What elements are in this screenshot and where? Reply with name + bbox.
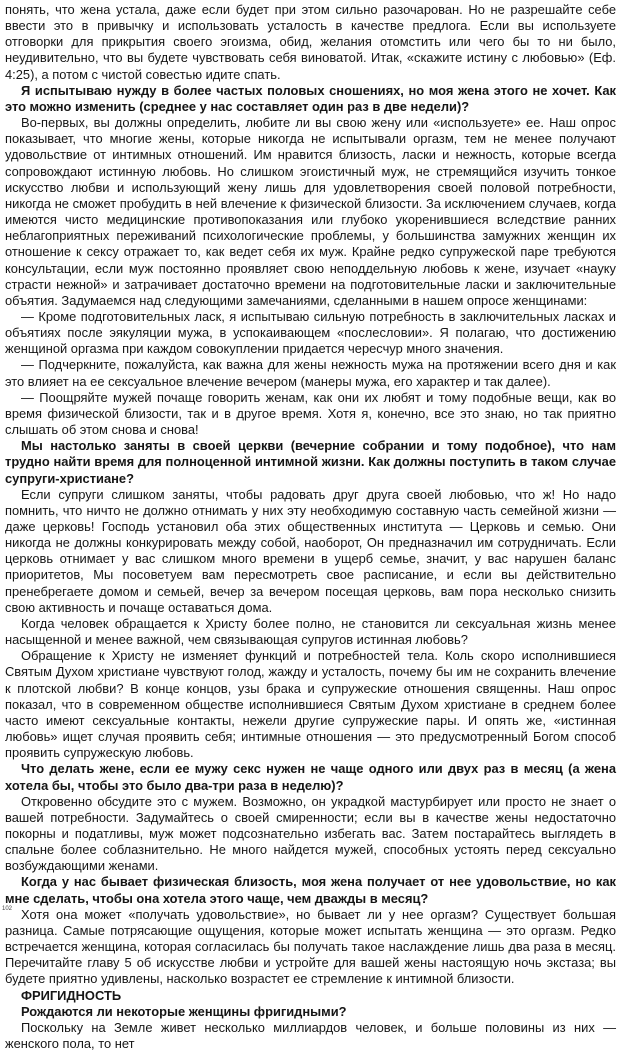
section-heading: ФРИГИДНОСТЬ [21,987,122,1003]
quote-paragraph: — Поощряйте мужей почаще говорить женам, как они их любят и тому подобные вещи, как во время физической близости, так и в другое время. Хотя я, конечно, все это знаю, но так приятно слышать об этом снова и снова! [5,389,616,438]
paragraph: Если супруги слишком заняты, чтобы радовать друг друга своей любовью, что ж! Но надо помнить, что ничто не должно отнимать у них эту необходимую составную часть семейной жизни — даже церковь! Господь установил оба этих общественных института — Церковь и семью. Они никогда не должны конкурировать между собой, наоборот, Он предназначил им сотрудничать. Если церковь отнимает у вас слишком много времени в ущерб семье, значит, у вас нарушен баланс приоритетов, Мы посоветуем вам пересмотреть свое расписание, и если вы действительно пренебрегаете домом и семьей, вечер за вечером посещая церковь, вам пора несколько снизить свою активность и почаще оставаться дома. [5,486,616,615]
paragraph: Во-первых, вы должны определить, любите ли вы свою жену или «используете» ее. Наш опрос показывает, что многие жены, которые никогда не испытывали оргазм, тем не менее получают удовольствие от интимных отношений. Им нравится близость, ласки и нежность, которые всегда сопровождают истинную любовь. Но слишком эгоистичный муж, не стремящийся изучить тонкое искусство любви и использующий жену лишь для удовлетворения своей половой потребности, никогда не сможет пробудить в ней влечение к физической близости. За исключением случаев, когда имеются чисто медицинские противопоказания или глубоко укоренившиеся вследствие ранних неблагоприятных переживаний психологические проблемы, у большинства замужних женщин их отношение к сексу отражает то, как ведет себя их муж. Крайне редко супружеской паре требуются консультации, если муж постоянно проявляет свою неподдельную любовь к жене, изучает «науку страсти нежной» и затрачивает достаточно времени на подготовительные ласки и заключительные объятия. Задумаемся над следующими замечаниями, сделанными в нашем опросе женщинами: [5,115,616,308]
page-number: 102 [2,906,13,912]
paragraph: Обращение к Христу не изменяет функций и потребностей тела. Коль скоро исполнившиеся Святым Духом христиане чувствуют голод, жажду и усталость, почему бы им не сохранить влечение к плотской любви? В конце концов, узы брака и супружеские отношения священны. Наш опрос показал, что в современном обществе исполнившиеся Святым Духом христиане в среднем более часто имеют сексуальные контакты, нежели другие супружеские пары. И опять же, «истинная любовь» ищет случая проявить себя; интимные отношения — это предусмотренный Богом способ проявить супружескую любовь. [5,648,616,761]
paragraph: понять, что жена устала, даже если будет при этом сильно разочарован. Но не разрешайте себе ввести это в привычку и использовать усталость в качестве предлога. Если вы используете отговорки для прикрытия своего эгоизма, обид, желания отомстить или чего бы то ни было, неудивительно, что вы будете чувствовать себя виноватой. Итак, «скажите истину с любовью» (Еф. 4:25), а потом с чистой совестью идите спать. [5,2,616,82]
paragraph: Откровенно обсудите это с мужем. Возможно, он украдкой мастурбирует или просто не знает о вашей потребности. Задумайтесь о своей смиренности; если вы в качестве жены недостаточно покорны и податливы, муж может подсознательно избегать вас. Затем постарайтесь выглядеть в спальне более соблазнительно. Не много найдется мужей, способных устоять перед сексуально возбуждающими женами. [5,793,616,874]
quote-paragraph: — Кроме подготовительных ласк, я испытываю сильную потребность в заключительных ласках и объятиях после эякуляции мужа, в успокаивающем «послесловии». Я полагаю, что достижению женщиной оргазма при каждом совокуплении придается чересчур много значения. [5,308,616,357]
question-heading: Мы настолько заняты в своей церкви (вечерние собрании и тому подобное), что нам трудно найти время для полноценной интимной жизни. Как должны поступить в таком случае супруги-христиане? [5,438,616,486]
quote-paragraph: — Подчеркните, пожалуйста, как важна для жены нежность мужа на протяжении всего дня и как это влияет на ее сексуальное влечение вечером (манеры мужа, его характер и так далее). [5,357,616,389]
subsection-heading: Рождаются ли некоторые женщины фригидными? [21,1003,347,1019]
question-heading: Что делать жене, если ее мужу секс нужен не чаще одного или двух раз в месяц (а жена хотела бы, чтобы это было два-три раза в неделю)? [5,761,616,793]
paragraph: Когда человек обращается к Христу более полно, не становится ли сексуальная жизнь менее насыщенной и менее важной, чем связывающая супругов истинная любовь? [5,615,616,648]
question-heading: Я испытываю нужду в более частых половых сношениях, но моя жена этого не хочет. Как это можно изменить (среднее у нас составляет один раз в две недели)? [5,82,616,114]
paragraph: Хотя она может «получать удовольствие», но бывает ли у нее оргазм? Существует большая разница. Самые потрясающие ощущения, которые может испытать женщина — это оргазм. Редко встречается женщина, которая согласилась бы получать такое наслаждение лишь два раза в месяц. Перечитайте главу 5 об искусстве любви и устройте для вашей жены настоящую ночь экстаза; вы будете приятно удивлены, насколько возрастет ее стремление к интимной близости. [5,906,616,987]
question-heading: Когда у нас бывает физическая близость, моя жена получает от нее удовольствие, но как мне сделать, чтобы она хотела этого чаще, чем дважды в месяц? [5,874,616,906]
paragraph: Поскольку на Земле живет несколько миллиардов человек, и больше половины из них — женского пола, то нет [5,1019,616,1051]
